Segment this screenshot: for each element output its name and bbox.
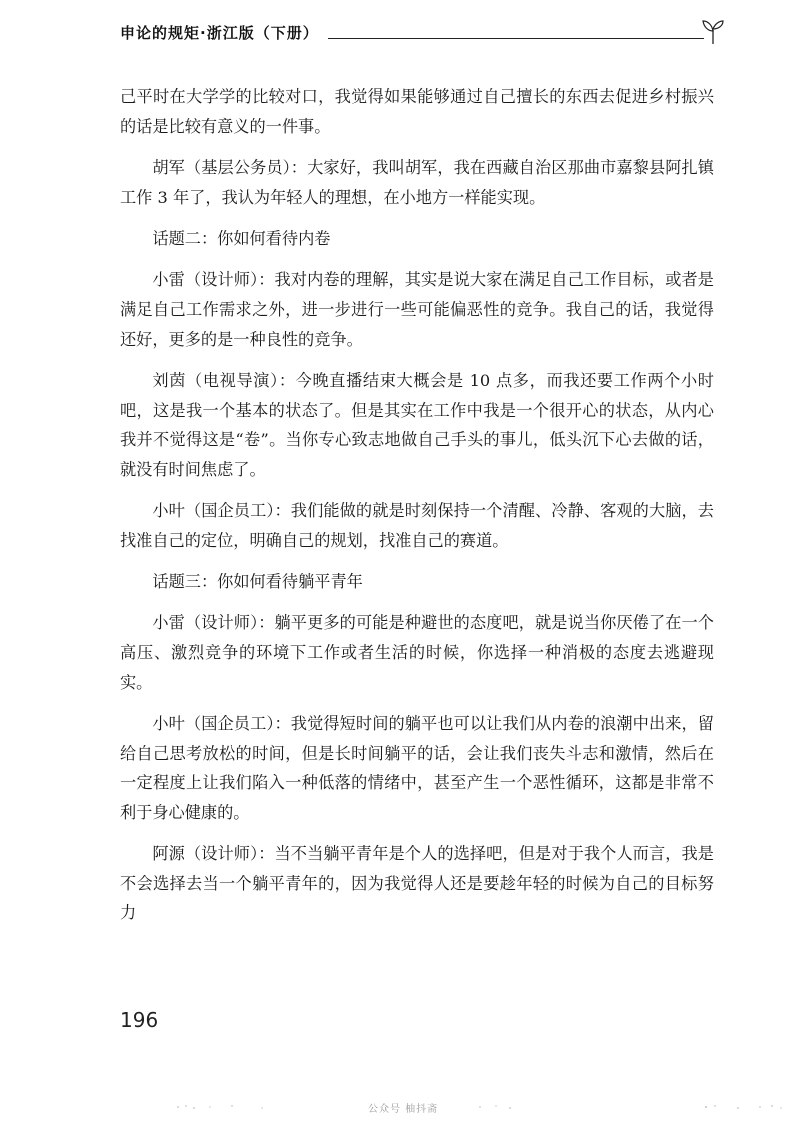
watermark: 公众号 柚抖斋 — [368, 1104, 439, 1115]
paragraph: 小雷（设计师）：躺平更多的可能是种避世的态度吧，就是说当你厌倦了在一个高压、激烈竞争的环境下工作或者生活的时候，你选择一种消极的态度去逃避现实。 — [120, 613, 714, 692]
header-rule — [328, 38, 704, 39]
book-title: 申论的规矩·浙江版（下册） — [120, 24, 319, 42]
paragraph: 小雷（设计师）：我对内卷的理解，其实是说大家在满足自己工作目标，或者是满足自己工作需求之外，进一步进行一些可能偏恶性的竞争。我自己的话，我觉得还好，更多的是一种良性的竞争。 — [120, 270, 714, 349]
paragraph: 话题二：你如何看待内卷 — [152, 228, 331, 248]
paragraph: 己平时在大学学的比较对口，我觉得如果能够通过自己擅长的东西去促进乡村振兴的话是比较有意义的一件事。 — [120, 87, 714, 136]
paragraph: 话题三：你如何看待躺平青年 — [152, 572, 363, 592]
paragraph: 刘茵（电视导演）：今晚直播结束大概会是 10 点多，而我还要工作两个小时吧，这是我一个基本的状态了。但是其实在工作中我是一个很开心的状态，从内心我并不觉得这是“卷”。当你专心致志地做自己手头的事儿，低头沉下心去做的话，就没有时间焦虑了。 — [120, 370, 714, 479]
paragraph: 胡军（基层公务员）：大家好，我叫胡军，我在西藏自治区那曲市嘉黎县阿扎镇工作 3 年了，我认为年轻人的理想，在小地方一样能实现。 — [120, 157, 714, 207]
paragraph: 小叶（国企员工）：我们能做的就是时刻保持一个清醒、冷静、客观的大脑，去找准自己的定位，明确自己的规划，找准自己的赛道。 — [120, 501, 714, 550]
running-header — [120, 18, 720, 48]
paragraph: 阿源（设计师）：当不当躺平青年是个人的选择吧，但是对于我个人而言，我是不会选择去当一个躺平青年的，因为我觉得人还是要趁年轻的时候为自己的目标努力 — [120, 844, 714, 923]
body-text — [120, 82, 714, 940]
sprout-icon — [702, 18, 724, 44]
page-number: 196 — [120, 1008, 159, 1032]
paragraph: 小叶（国企员工）：我觉得短时间的躺平也可以让我们从内卷的浪潮中出来，留给自己思考放松的时间，但是长时间躺平的话，会让我们丧失斗志和激情，然后在一定程度上让我们陷入一种低落的情绪中，甚至产生一个恶性循环，这都是非常不利于身心健康的。 — [120, 714, 714, 822]
